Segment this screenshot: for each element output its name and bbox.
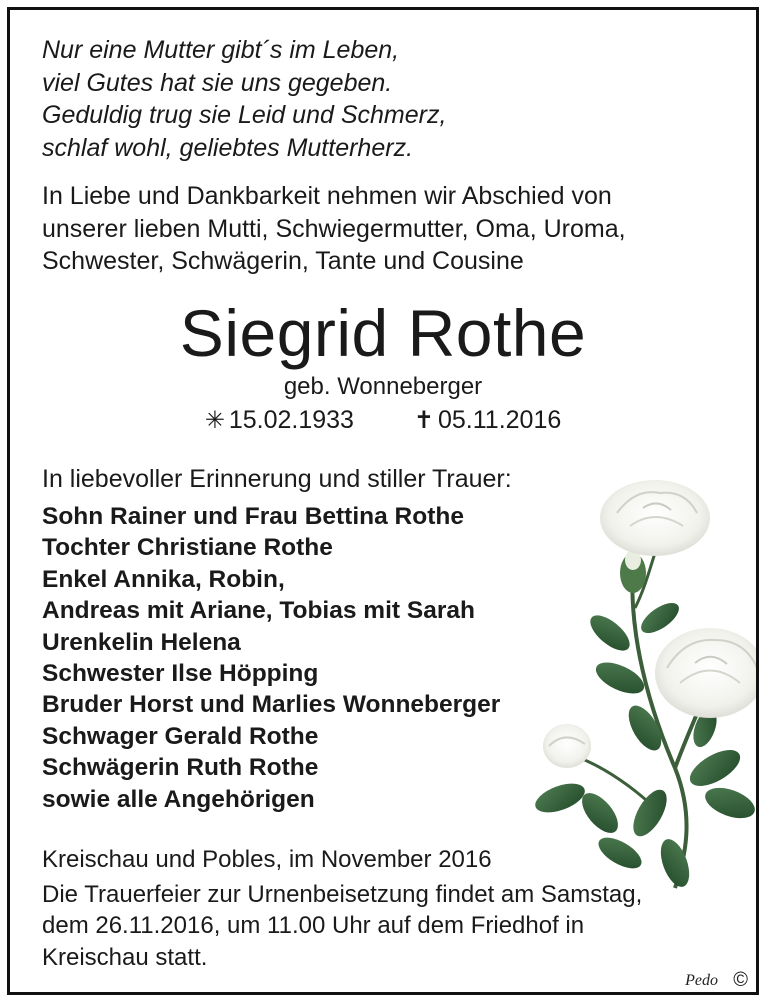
closing-text [42, 844, 642, 973]
intro-line: unserer lieben Mutti, Schwiegermutter, Oma, Uroma, [42, 214, 626, 243]
place-date: Kreischau und Pobles, im November 2016 [42, 846, 492, 873]
intro-line: In Liebe und Dankbarkeit nehmen wir Abschied von [42, 182, 612, 210]
mourners-intro: In liebevoller Erinnerung und stiller Trauer: [42, 465, 512, 493]
mourner-entry: Schwester Ilse Höpping [42, 660, 319, 688]
death-cross-icon: ✝ [413, 407, 434, 434]
poem-line: viel Gutes hat sie uns gegeben. [42, 68, 393, 97]
white-rose-icon [525, 468, 757, 898]
mourners-list [42, 501, 500, 815]
birth-name: geb. Wonneberger [283, 373, 483, 400]
poem-line: Nur eine Mutter gibt´s im Leben, [42, 36, 400, 64]
mourner-entry: Andreas mit Ariane, Tobias mit Sarah [42, 597, 475, 625]
mourner-entry: Schwägerin Ruth Rothe [42, 754, 319, 782]
poem [42, 34, 446, 164]
mourner-entry: Schwager Gerald Rothe [42, 722, 319, 750]
life-dates [10, 404, 756, 437]
birth-date: 15.02.1933 [228, 406, 354, 434]
designer-signature: Pedo [685, 972, 718, 989]
poem-line: schlaf wohl, geliebtes Mutterherz. [42, 133, 414, 162]
intro-line: Schwester, Schwägerin, Tante und Cousine [42, 247, 524, 275]
obituary-notice [7, 7, 759, 995]
birth-star-icon: ✳ [204, 407, 225, 434]
mourner-entry: Tochter Christiane Rothe [42, 534, 333, 562]
poem-line: Geduldig trug sie Leid und Schmerz, [42, 101, 447, 129]
mourner-entry: sowie alle Angehörigen [42, 785, 315, 813]
mourner-entry: Sohn Rainer und Frau Bettina Rothe [42, 503, 464, 530]
mourner-entry: Enkel Annika, Robin, [42, 565, 285, 593]
deceased-name: Siegrid Rothe [179, 296, 587, 370]
intro-text [42, 180, 626, 278]
death-date: 05.11.2016 [437, 406, 562, 434]
ceremony-line: Kreischau statt. [42, 943, 208, 971]
ceremony-line: Die Trauerfeier zur Urnenbeisetzung findet am Samstag, [42, 880, 643, 908]
mourner-entry: Urenkelin Helena [42, 628, 241, 656]
ceremony-line: dem 26.11.2016, um 11.00 Uhr auf dem Friedhof in [42, 912, 585, 939]
mourner-entry: Bruder Horst und Marlies Wonneberger [42, 691, 501, 719]
copyright-mark: © [733, 969, 748, 991]
